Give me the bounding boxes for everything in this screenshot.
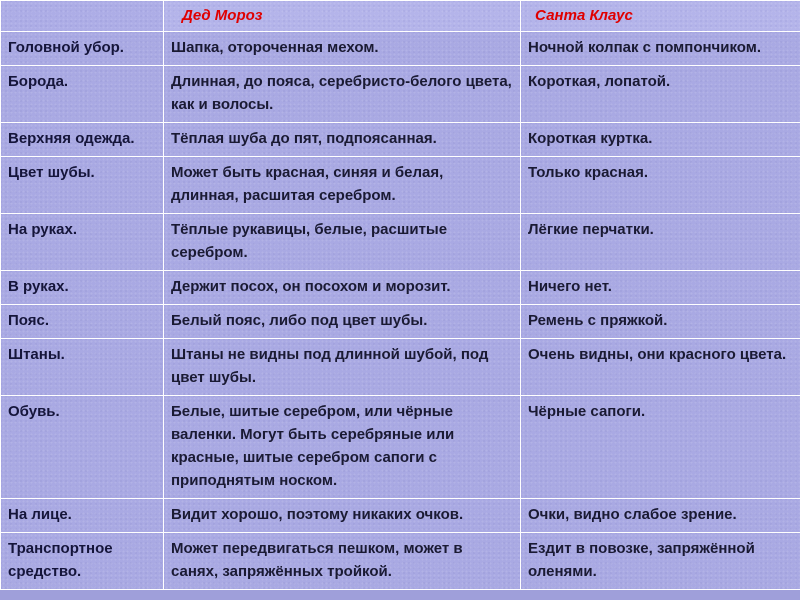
- ded-moroz-cell: Может быть красная, синяя и белая, длинная, расшитая серебром.: [164, 157, 521, 214]
- table-row: [1, 123, 800, 157]
- header-ded-moroz: Дед Мороз: [164, 1, 521, 32]
- table-row: [1, 396, 800, 499]
- table-row: [1, 499, 800, 533]
- ded-moroz-cell: Белые, шитые серебром, или чёрные валенки. Могут быть серебряные или красные, шитые серебром сапоги с приподнятым носком.: [164, 396, 521, 499]
- santa-claus-cell: Ездит в повозке, запряжённой оленями.: [521, 533, 800, 590]
- santa-claus-cell: Короткая, лопатой.: [521, 66, 800, 123]
- ded-moroz-cell: Тёплая шуба до пят, подпоясанная.: [164, 123, 521, 157]
- header-row: [1, 1, 800, 32]
- header-santa-claus: Санта Клаус: [521, 1, 800, 32]
- ded-moroz-cell: Видит хорошо, поэтому никаких очков.: [164, 499, 521, 533]
- ded-moroz-cell: Тёплые рукавицы, белые, расшитые серебром.: [164, 214, 521, 271]
- table-row: [1, 305, 800, 339]
- row-label-cell: Головной убор.: [1, 32, 164, 66]
- santa-claus-cell: Ремень с пряжкой.: [521, 305, 800, 339]
- santa-claus-cell: Ничего нет.: [521, 271, 800, 305]
- santa-claus-cell: Лёгкие перчатки.: [521, 214, 800, 271]
- row-label-cell: Верхняя одежда.: [1, 123, 164, 157]
- ded-moroz-cell: Держит посох, он посохом и морозит.: [164, 271, 521, 305]
- table-row: [1, 214, 800, 271]
- santa-claus-cell: Чёрные сапоги.: [521, 396, 800, 499]
- santa-claus-cell: Очень видны, они красного цвета.: [521, 339, 800, 396]
- table-row: [1, 271, 800, 305]
- table-row: [1, 533, 800, 590]
- row-label-cell: Пояс.: [1, 305, 164, 339]
- row-label-cell: Штаны.: [1, 339, 164, 396]
- ded-moroz-cell: Белый пояс, либо под цвет шубы.: [164, 305, 521, 339]
- table-row: [1, 66, 800, 123]
- table-row: [1, 157, 800, 214]
- ded-moroz-cell: Штаны не видны под длинной шубой, под цвет шубы.: [164, 339, 521, 396]
- row-label-cell: Транспортное средство.: [1, 533, 164, 590]
- santa-claus-cell: Очки, видно слабое зрение.: [521, 499, 800, 533]
- row-label-cell: В руках.: [1, 271, 164, 305]
- row-label-cell: Борода.: [1, 66, 164, 123]
- santa-claus-cell: Только красная.: [521, 157, 800, 214]
- row-label-cell: На руках.: [1, 214, 164, 271]
- row-label-cell: Цвет шубы.: [1, 157, 164, 214]
- table-row: [1, 339, 800, 396]
- ded-moroz-cell: Может передвигаться пешком, может в санях, запряжённых тройкой.: [164, 533, 521, 590]
- table-row: [1, 32, 800, 66]
- ded-moroz-cell: Длинная, до пояса, серебристо-белого цвета, как и волосы.: [164, 66, 521, 123]
- ded-moroz-cell: Шапка, отороченная мехом.: [164, 32, 521, 66]
- santa-claus-cell: Ночной колпак с помпончиком.: [521, 32, 800, 66]
- row-label-cell: На лице.: [1, 499, 164, 533]
- header-empty-cell: [1, 1, 164, 32]
- row-label-cell: Обувь.: [1, 396, 164, 499]
- santa-claus-cell: Короткая куртка.: [521, 123, 800, 157]
